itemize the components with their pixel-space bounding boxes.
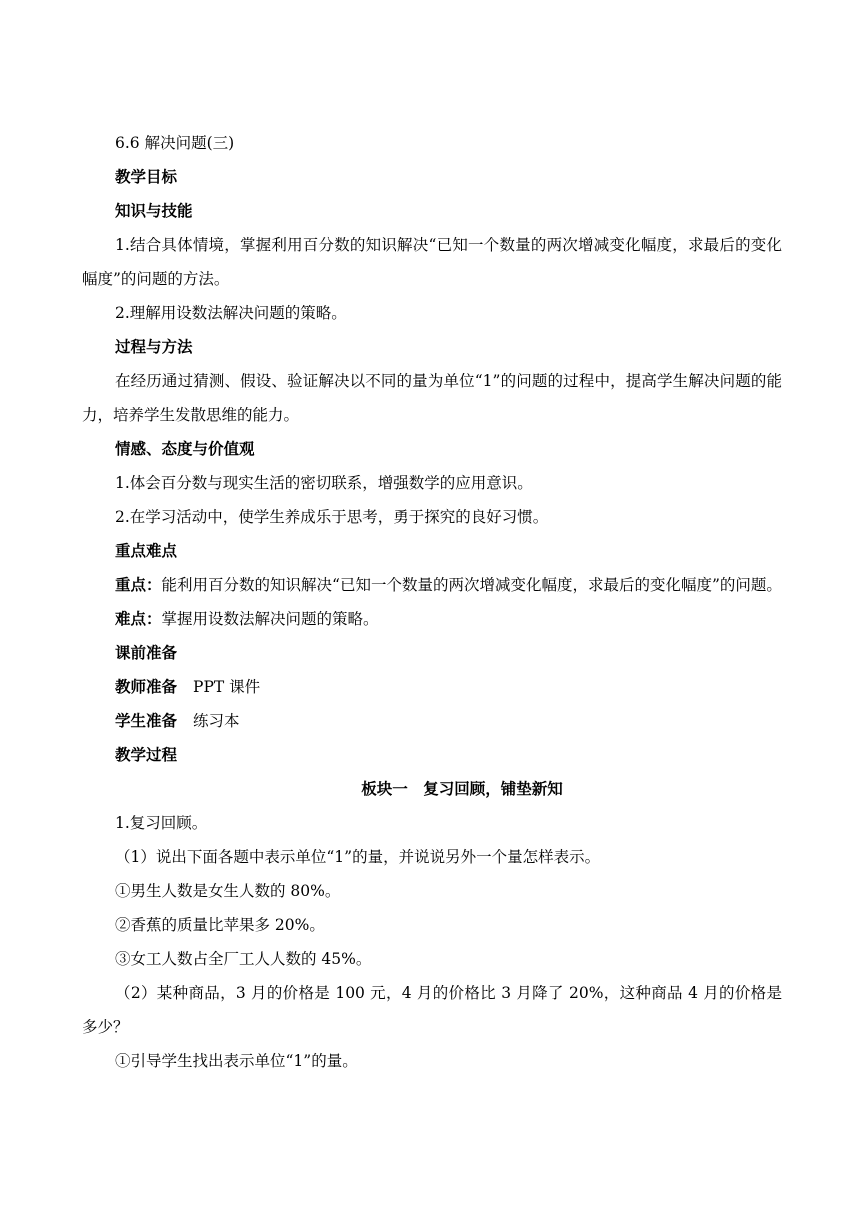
key-point-label: 重点： [115, 576, 162, 594]
knowledge-item-2: 2.理解用设数法解决问题的策略。 [115, 304, 347, 322]
review-title: 1.复习回顾。 [115, 814, 208, 832]
heading-teaching-process: 教学过程 [115, 746, 178, 764]
difficulty-point [82, 602, 782, 636]
heading-process-methods: 过程与方法 [115, 338, 193, 356]
teacher-prep-value: PPT 课件 [193, 678, 261, 696]
review-question-1-item-b: ②香蕉的质量比苹果多 20%。 [115, 916, 325, 934]
review-question-1-item-a: ①男生人数是女生人数的 80%。 [115, 882, 341, 900]
review-question-2-item-a: ①引导学生找出表示单位“1”的量。 [115, 1052, 358, 1070]
heading-key-difficulties: 重点难点 [115, 542, 178, 560]
student-prep-value: 练习本 [193, 712, 240, 730]
review-question-1-item-c: ③女工人数占全厂工人人数的 45%。 [115, 950, 372, 968]
emotion-item-1: 1.体会百分数与现实生活的密切联系，增强数学的应用意识。 [115, 474, 533, 492]
key-point-text: 能利用百分数的知识解决“已知一个数量的两次增减变化幅度，求最后的变化幅度”的问题。 [161, 576, 782, 594]
student-prep [82, 704, 782, 738]
heading-emotion-values: 情感、态度与价值观 [115, 440, 255, 458]
heading-preparation: 课前准备 [115, 644, 178, 662]
student-prep-label: 学生准备 [115, 712, 178, 730]
difficulty-label: 难点： [115, 610, 162, 628]
document-body [82, 126, 782, 1078]
heading-knowledge-skills: 知识与技能 [115, 202, 193, 220]
heading-teaching-goals: 教学目标 [115, 168, 178, 186]
emotion-item-2: 2.在学习活动中，使学生养成乐于思考，勇于探究的良好习惯。 [115, 508, 549, 526]
key-point [82, 568, 782, 602]
teacher-prep-label: 教师准备 [115, 678, 178, 696]
lesson-title: 6.6 解决问题(三) [115, 134, 235, 152]
process-item-1: 在经历通过猜测、假设、验证解决以不同的量为单位“1”的问题的过程中，提高学生解决问题的能力，培养学生发散思维的能力。 [82, 372, 782, 424]
teacher-prep [82, 670, 782, 704]
review-question-2: （2）某种商品，3 月的价格是 100 元，4 月的价格比 3 月降了 20%，这种商品 4 月的价格是多少？ [82, 984, 782, 1036]
review-question-1: （1）说出下面各题中表示单位“1”的量，并说说另外一个量怎样表示。 [115, 848, 601, 866]
section-title: 板块一 复习回顾，铺垫新知 [361, 780, 563, 798]
knowledge-item-1: 1.结合具体情境，掌握利用百分数的知识解决“已知一个数量的两次增减变化幅度，求最后的变化幅度”的问题的方法。 [82, 236, 782, 288]
difficulty-text: 掌握用设数法解决问题的策略。 [161, 610, 379, 628]
